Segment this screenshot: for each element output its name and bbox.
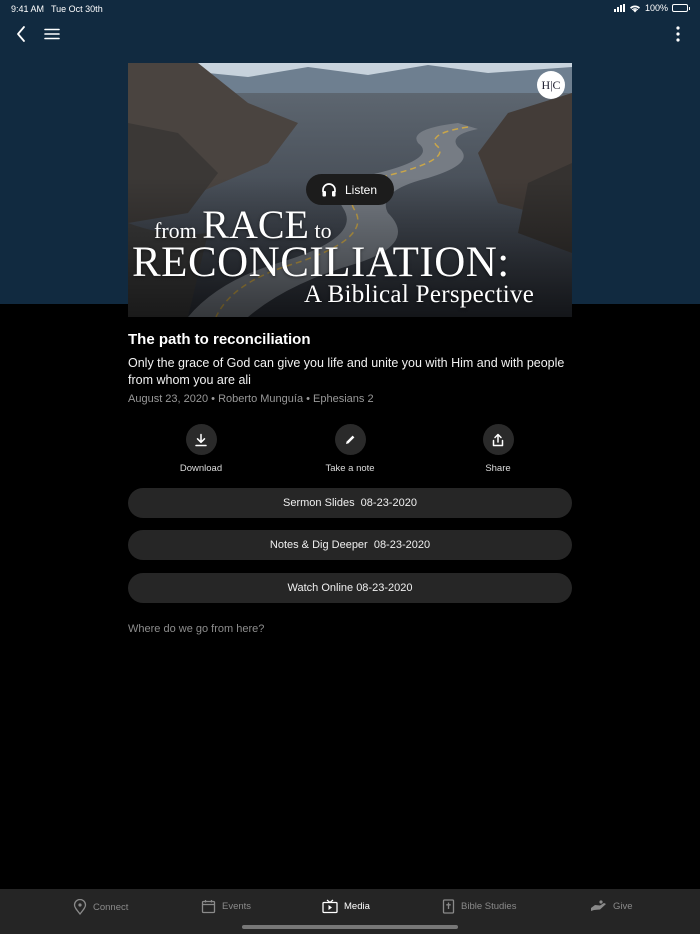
share-label: Share: [485, 463, 511, 474]
share-circle: [483, 424, 514, 455]
headphones-icon: [321, 182, 337, 198]
artwork-title-race: RACE: [202, 202, 309, 247]
tab-events[interactable]: [201, 899, 251, 914]
status-date: Tue Oct 30th: [51, 4, 103, 14]
tab-connect[interactable]: [73, 899, 128, 915]
watch-online-link[interactable]: Watch Online 08-23-2020: [128, 573, 572, 603]
take-note-circle: [335, 424, 366, 455]
share-button[interactable]: [458, 424, 538, 474]
pencil-icon: [343, 433, 357, 447]
sermon-slides-link[interactable]: Sermon Slides 08-23-2020: [128, 488, 572, 518]
download-label: Download: [179, 463, 223, 474]
notes-dig-deeper-link[interactable]: Notes & Dig Deeper 08-23-2020: [128, 530, 572, 560]
status-bar: [0, 0, 700, 18]
sermon-description: Only the grace of God can give you life and unite you with Him and with people from whom you are ali: [128, 356, 565, 387]
cellular-signal-icon: [614, 4, 625, 12]
home-indicator: [242, 925, 458, 929]
vertical-ellipsis-icon: [668, 24, 688, 44]
status-indicators: [614, 3, 688, 13]
tab-bible-studies-label: Bible Studies: [461, 901, 517, 912]
giving-hand-icon: [590, 899, 607, 913]
artwork-title-from: from: [154, 218, 197, 243]
share-icon: [491, 433, 505, 447]
wifi-icon: [629, 4, 641, 13]
tab-bible-studies[interactable]: [442, 899, 516, 914]
status-time: 9:41 AM: [11, 4, 45, 14]
artwork-title-to: to: [314, 218, 332, 243]
more-options-button[interactable]: [668, 24, 688, 44]
tab-media-label: Media: [344, 901, 370, 912]
calendar-icon: [201, 899, 216, 914]
tab-give-label: Give: [613, 900, 633, 912]
hamburger-menu-icon: [42, 24, 62, 44]
tab-media[interactable]: [322, 899, 370, 914]
artwork-title-line-3: A Biblical Perspective: [304, 281, 535, 308]
listen-label: Listen: [345, 182, 378, 197]
back-button[interactable]: [12, 24, 32, 44]
download-icon: [194, 433, 208, 447]
bible-icon: [442, 899, 455, 914]
sermon-artwork: [128, 63, 572, 317]
media-player-icon: [322, 899, 338, 914]
battery-percent: 100%: [644, 3, 668, 13]
location-pin-icon: [73, 899, 87, 915]
tab-events-label: Events: [222, 901, 252, 912]
take-note-button[interactable]: [310, 424, 390, 474]
tab-connect-label: Connect: [93, 901, 129, 913]
church-logo: H|C: [537, 71, 565, 99]
take-note-label: Take a note: [325, 463, 375, 474]
tab-give[interactable]: [590, 899, 633, 913]
sermon-meta: August 23, 2020 • Roberto Munguía • Ephesians 2: [128, 393, 374, 405]
battery-icon: [672, 4, 688, 12]
artwork-title-line-2: RECONCILIATION:: [132, 239, 510, 286]
download-circle: [186, 424, 217, 455]
sermon-title: The path to reconciliation: [128, 331, 311, 348]
download-button[interactable]: [161, 424, 241, 474]
menu-button[interactable]: [42, 24, 62, 44]
section-prompt: Where do we go from here?: [128, 623, 265, 635]
chevron-left-icon: [12, 24, 32, 44]
